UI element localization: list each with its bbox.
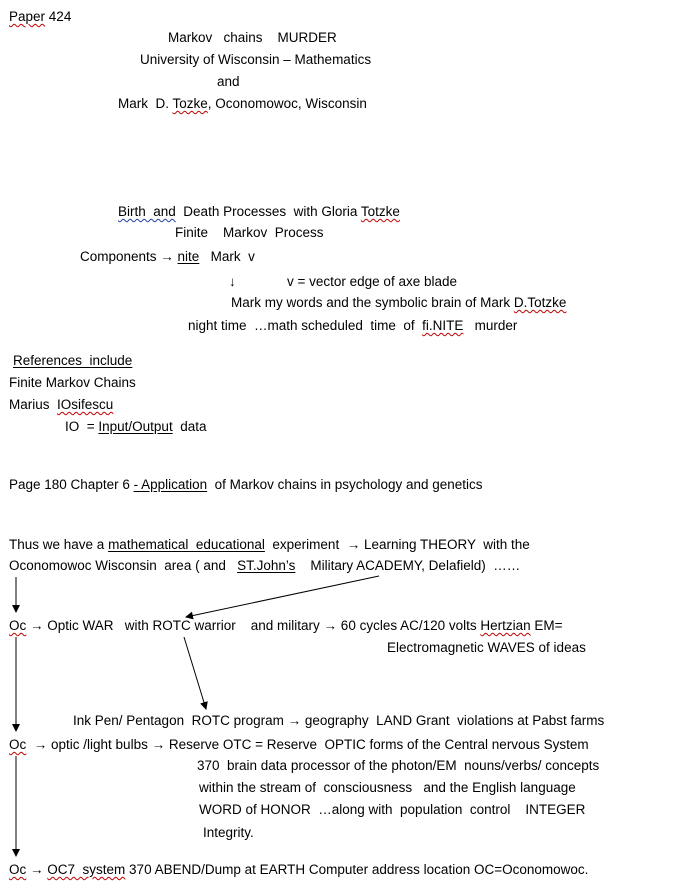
paper-title: Markov chains MURDER (168, 30, 337, 45)
author-first: Mark D. (118, 96, 173, 111)
finite-word: fi.NITE (422, 318, 464, 333)
and-line: and (217, 74, 240, 89)
oc-line-1-end: EM= (530, 618, 563, 633)
totzke-name: Totzke (360, 204, 400, 219)
experiment-underlined: mathematical educational (108, 537, 265, 552)
oc-line-1-text: → Optic WAR with ROTC warrior and military → 60 cycles AC/120 volts (26, 618, 481, 633)
mark-v: Mark v (199, 249, 255, 264)
oc-line-2-cont-3: WORD of HONOR …along with population control INTEGER (199, 802, 586, 817)
paper-number: 424 (48, 9, 72, 24)
io-label: IO = (65, 419, 99, 434)
finite-markov-process: Finite Markov Process (175, 225, 324, 240)
down-arrow-icon: ↓ (229, 274, 236, 289)
oc-line-2-cont-2: within the stream of consciousness and the English language (199, 780, 576, 795)
experiment-prefix: Thus we have a (9, 537, 109, 552)
d-totzke: D.Totzke (513, 295, 567, 310)
ink-pen-line: Ink Pen/ Pentagon ROTC program → geography LAND Grant violations at Pabst farms (73, 713, 605, 728)
mark-my-words: Mark my words and the symbolic brain of Mark (231, 295, 514, 310)
oc-line-1-continuation: Electromagnetic WAVES of ideas (387, 640, 586, 655)
author-last: Tozke (172, 96, 208, 111)
reference-book: Finite Markov Chains (9, 375, 136, 390)
oc-label-2: Oc (9, 737, 27, 752)
experiment-line-2-prefix: Oconomowoc Wisconsin area ( and (9, 558, 238, 573)
diagonal-arrow-military (186, 576, 379, 617)
oc-label-1: Oc (9, 618, 27, 633)
oc7-system: OC7 system (47, 862, 126, 877)
diagonal-arrow-rotc (184, 637, 206, 709)
birth-and: Birth and (118, 204, 176, 219)
oc-label-3: Oc (9, 862, 27, 877)
io-data: data (172, 419, 207, 434)
nite-word: nite (177, 249, 200, 264)
chapter-suffix: of Markov chains in psychology and genetics (207, 477, 483, 492)
oc-line-3-arrow: → (26, 862, 48, 877)
experiment-line-2-suffix: Military ACADEMY, Delafield) …… (295, 558, 521, 573)
chapter-dash: - (133, 477, 142, 492)
affiliation: University of Wisconsin – Mathematics (140, 52, 372, 67)
references-heading: References include (13, 353, 133, 368)
reference-author-first: Marius (9, 397, 58, 412)
st-johns: ST.John’s (237, 558, 296, 573)
chapter-prefix: Page 180 Chapter 6 (9, 477, 134, 492)
io-input-output: Input/Output (98, 419, 173, 434)
oc-line-2-cont-4: Integrity. (203, 825, 254, 840)
oc-line-2-text: → optic /light bulbs → Reserve OTC = Reserve OPTIC forms of the Central nervous System (26, 737, 589, 752)
night-time-text: night time …math scheduled time of (188, 318, 423, 333)
author-location: , Oconomowoc, Wisconsin (207, 96, 367, 111)
hertzian-word: Hertzian (480, 618, 531, 633)
oc-line-2-cont-1: 370 brain data processor of the photon/EM nouns/verbs/ concepts (197, 758, 600, 773)
death-processes: Death Processes with Gloria (175, 204, 361, 219)
experiment-suffix: experiment → Learning THEORY with the (264, 537, 530, 552)
reference-author-last: IOsifescu (57, 397, 114, 412)
chapter-application: Application (141, 477, 208, 492)
paper-label: Paper (9, 9, 46, 24)
oc-line-3-text: 370 ABEND/Dump at EARTH Computer address location OC=Oconomowoc. (125, 862, 589, 877)
components-label: Components → (80, 249, 178, 264)
murder-word: murder (463, 318, 518, 333)
vector-definition: v = vector edge of axe blade (287, 274, 457, 289)
